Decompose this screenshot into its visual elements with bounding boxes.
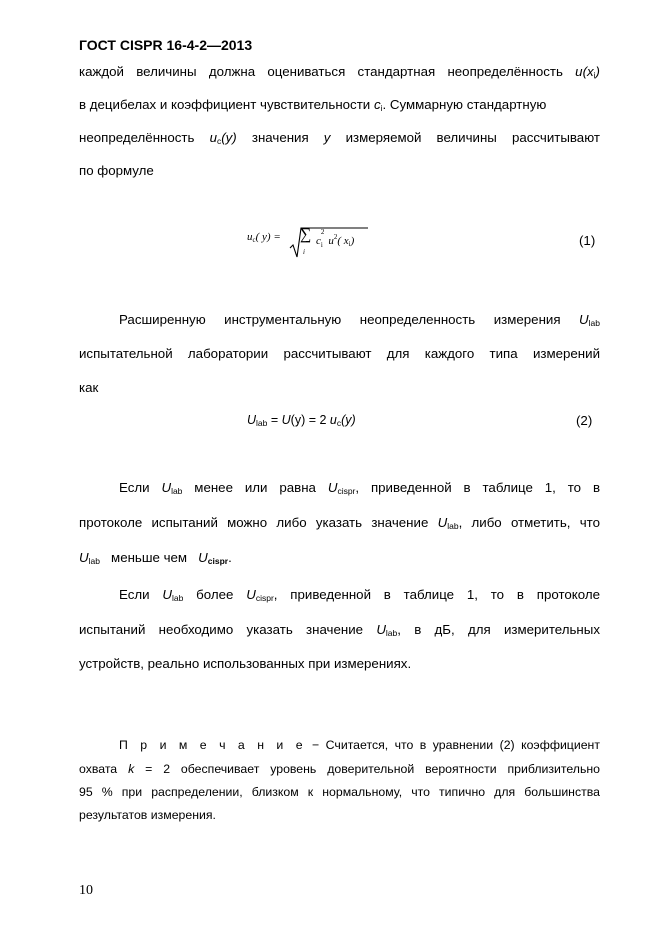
para1-line1 [79,64,600,79]
para1-line3: неопределённость $u_c(y)$ значения y измеряемой величины рассчитывают [79,130,600,146]
note-line4: результатов измерения. [79,808,216,822]
formula1-lhs: $u_c$( y) = [247,231,281,244]
symbol-u-xi: $u(x_i)$ [575,64,600,80]
para4-line2: испытаний необходимо указать значение $U_{lab}$, в дБ, для измерительных [79,622,600,638]
formula1-sum-index: i [303,248,305,256]
para2-line1: Расширенную инструментальную неопределенность измерения $U_{lab}$ [119,312,600,328]
note-label: П р и м е ч а н и е [119,738,306,752]
formula2-number: (2) [576,413,593,428]
formula2-body: $U_{lab} = U(y) = 2$ $u_c(y)$ [247,413,356,428]
para2-line2: испытательной лаборатории рассчитывают для каждого типа измерений [79,346,600,361]
para1-line4: по формуле [79,163,154,178]
note-line1: П р и м е ч а н и е − Считается, что в уравнении (2) коэффициент [119,738,600,752]
formula1-number: (1) [579,233,596,248]
para1-line2: в децибелах и коэффициент чувствительности $c_i$. Суммарную стандартную [79,97,547,113]
note-line3: 95 % при распределении, близком к нормальному, что типично для большинства [79,785,600,799]
symbol-ci: $c_i$ [373,97,383,113]
para1-line1-text: каждой величины должна оцениваться стандартная неопределённость [79,64,563,79]
note-line2: охвата k = 2 обеспечивает уровень доверительной вероятности приблизительно [79,762,601,776]
para3-line2: протоколе испытаний можно либо указать значение $U_{lab}$, либо отметить, что [79,515,600,531]
document-code: ГОСТ CISPR 16-4-2—2013 [79,37,253,53]
para4-line3: устройств, реально использованных при измерениях. [79,656,412,671]
para3-line3: $U_{lab}$ меньше чем $U_{cispr}$. [79,550,232,566]
formula1-sum-sign: ∑ [300,226,312,243]
para4-line1: Если $U_{lab}$ более $U_{cispr}$, приведенной в таблице 1, то в протоколе [119,587,600,603]
symbol-uc-y: $u_c(y)$ [209,130,237,146]
page-number: 10 [79,883,93,898]
symbol-ulab: $U_{lab}$ [579,312,600,328]
formula1-body: c 2 $_i$ $u^2$( $x_i$) [316,228,355,249]
para2-line3: как [79,380,99,395]
para3-line1: Если $U_{lab}$ менее или равна $U_{cispr}$, приведенной в таблице 1, то в [119,480,601,496]
